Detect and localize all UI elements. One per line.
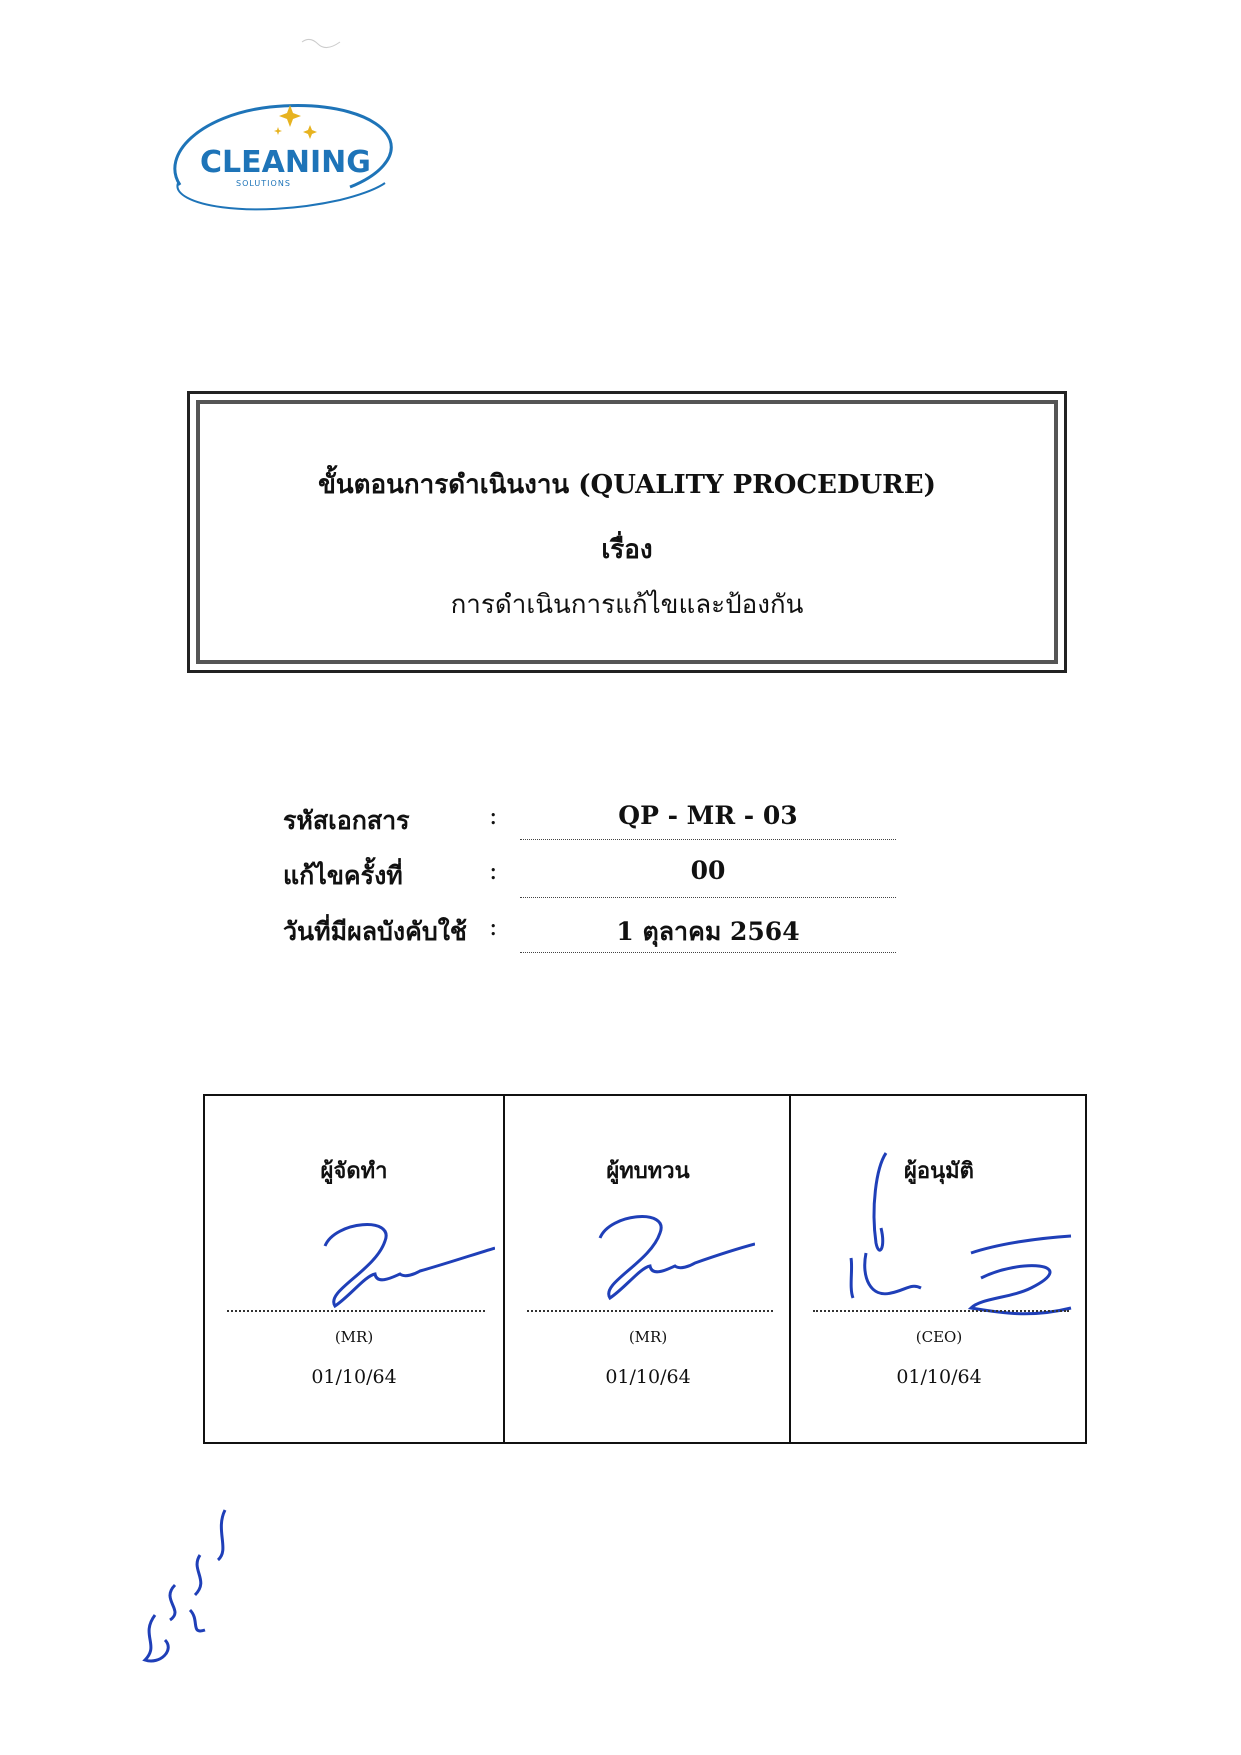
position-approved: (CEO) [915, 1328, 963, 1346]
title-box [187, 391, 1067, 673]
signature-cell-approved [789, 1096, 1087, 1442]
date-reviewed: 01/10/64 [605, 1366, 691, 1388]
logo-subtext: SOLUTIONS [236, 179, 291, 188]
code-label: รหัสเอกสาร [283, 806, 410, 835]
position-reviewed: (MR) [628, 1328, 668, 1346]
revision-underline [520, 897, 896, 898]
position-prepared: (MR) [334, 1328, 374, 1346]
effective-date-colon: : [489, 912, 498, 941]
signature-cell-prepared [205, 1096, 503, 1442]
handwritten-signature-icon [305, 1216, 495, 1316]
subject-label: เรื่อง [601, 535, 653, 565]
signature-table [203, 1094, 1087, 1444]
handwritten-initials [130, 1500, 260, 1675]
company-logo [160, 95, 400, 225]
handwritten-initials-icon [130, 1500, 260, 1675]
effective-date-label: วันที่มีผลบังคับใช้ [283, 917, 467, 946]
signature-line [527, 1310, 773, 1312]
code-colon: : [489, 801, 498, 830]
revision-value: 00 [690, 856, 726, 885]
code-value: QP - MR - 03 [618, 801, 798, 830]
code-underline [520, 839, 896, 840]
revision-label: แก้ไขครั้งที่ [283, 861, 403, 890]
revision-colon: : [489, 856, 498, 885]
subject-title: การดำเนินการแก้ไขและป้องกัน [450, 590, 804, 620]
handwritten-signature-icon [585, 1208, 755, 1308]
logo-wordmark: CLEANING [200, 145, 371, 180]
effective-date-underline [520, 952, 896, 953]
role-approved-by: ผู้อนุมัติ [904, 1158, 974, 1184]
signature-prepared [305, 1216, 495, 1316]
effective-date-value: 1 ตุลาคม 2564 [616, 917, 800, 946]
role-prepared-by: ผู้จัดทำ [320, 1158, 388, 1184]
signature-reviewed [585, 1208, 755, 1308]
procedure-title: ขั้นตอนการดำเนินงาน (QUALITY PROCEDURE) [318, 470, 936, 500]
signature-line [813, 1310, 1069, 1312]
date-approved: 01/10/64 [896, 1366, 982, 1388]
role-reviewed-by: ผู้ทบทวน [606, 1158, 690, 1184]
scan-mark [300, 32, 350, 52]
date-prepared: 01/10/64 [311, 1366, 397, 1388]
signature-cell-reviewed [503, 1096, 791, 1442]
signature-line [227, 1310, 485, 1312]
